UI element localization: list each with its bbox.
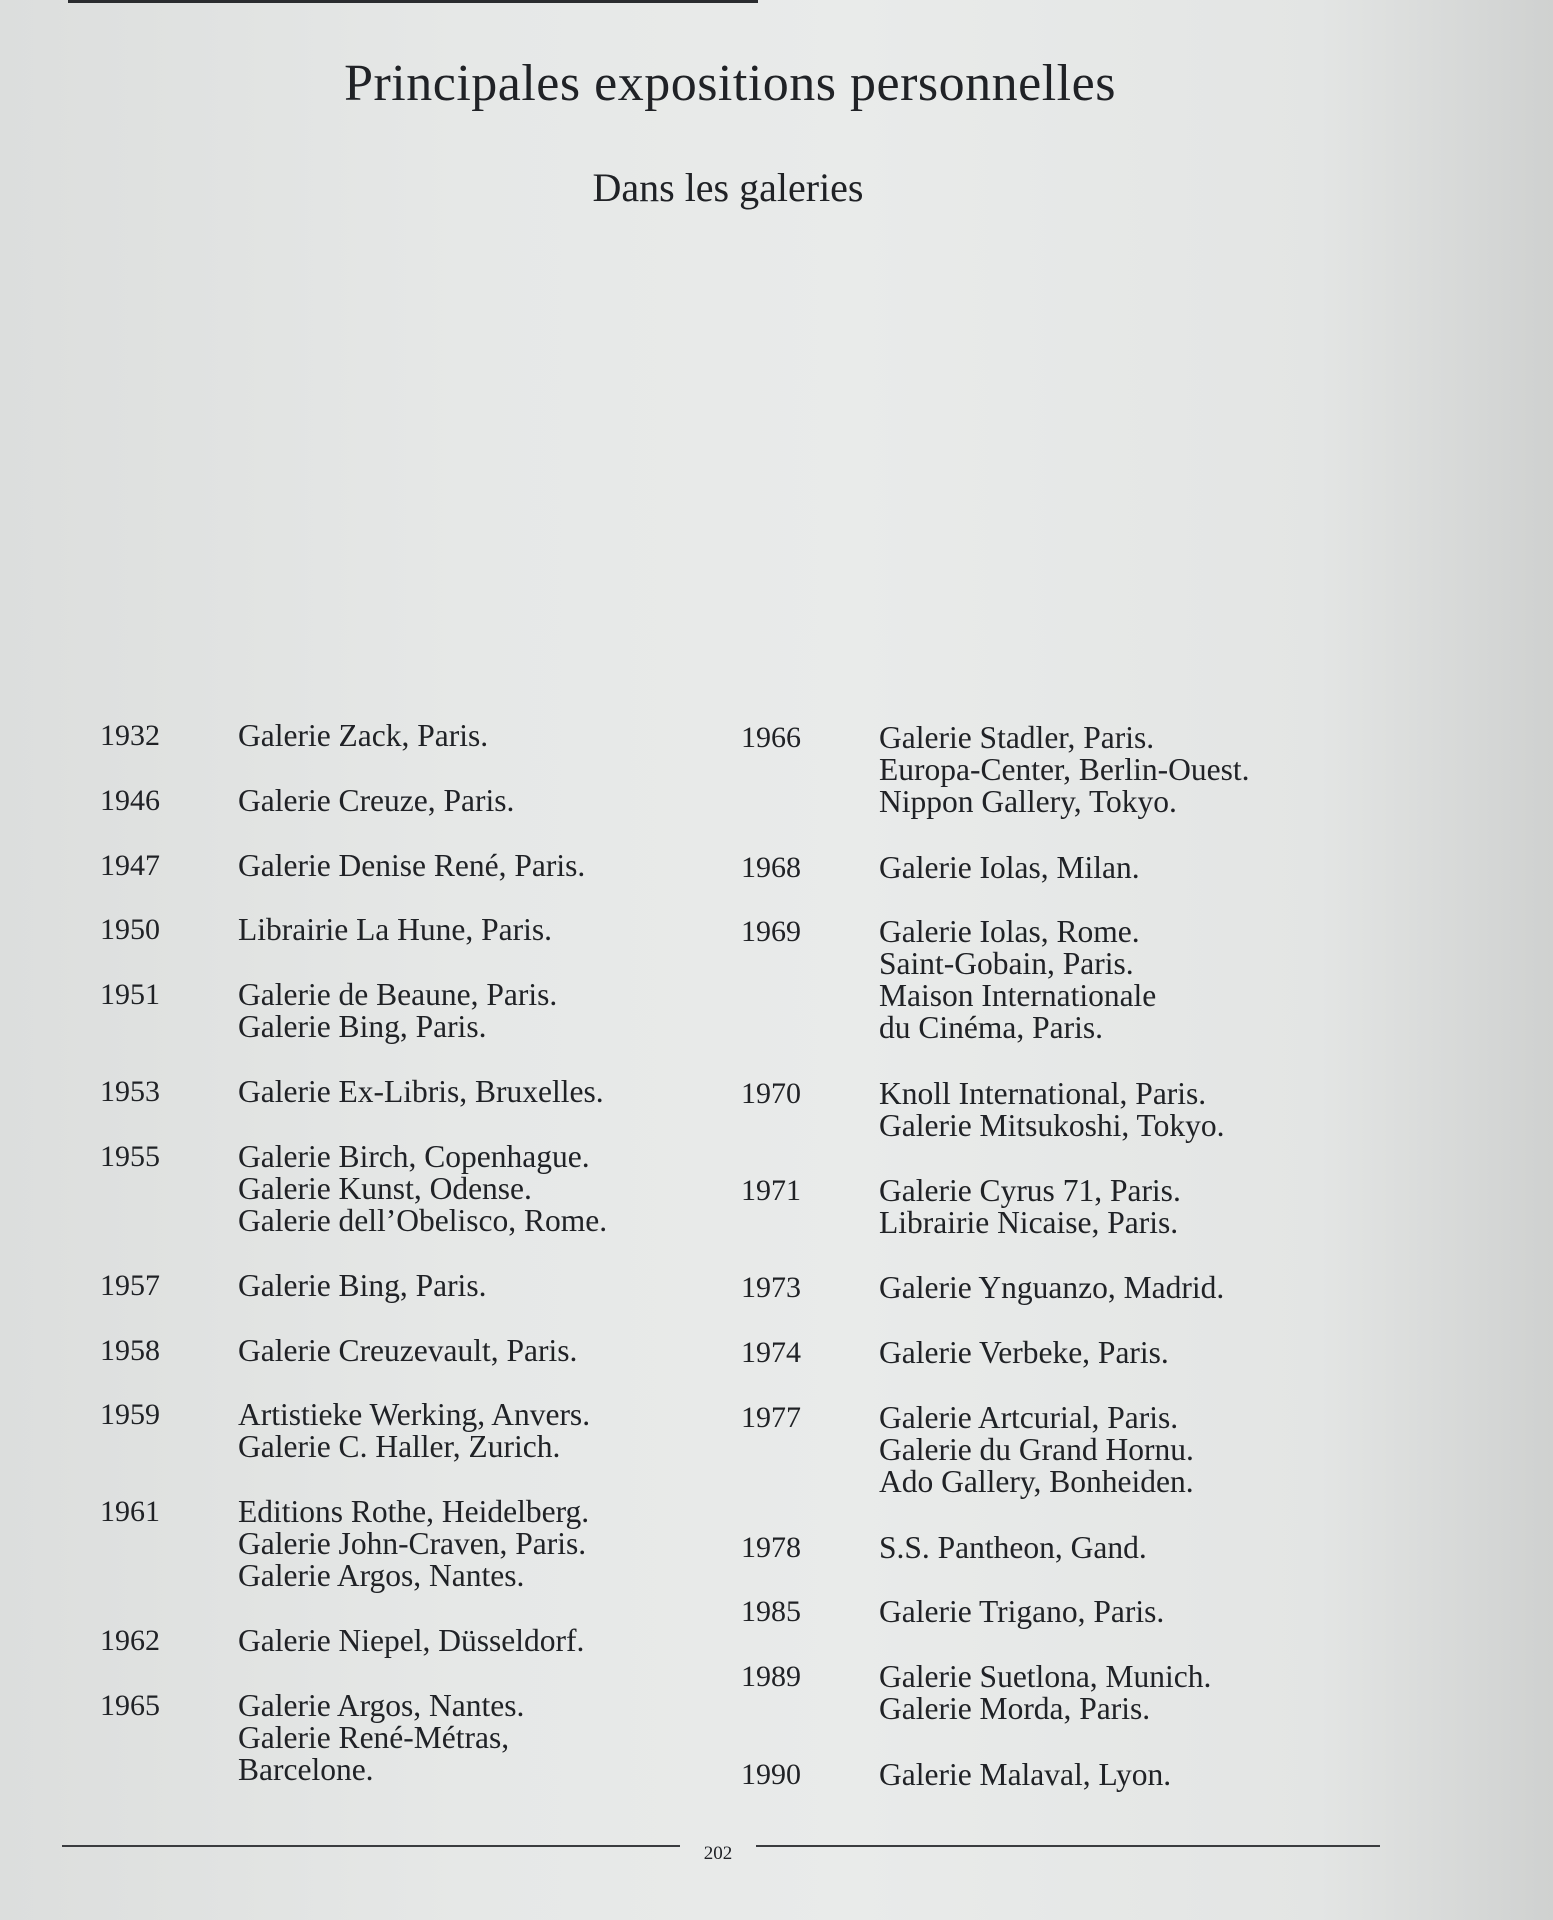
exhibition-venue-line: Knoll International, Paris. — [879, 1076, 1207, 1111]
exhibition-venues — [238, 1399, 590, 1463]
exhibition-venue-line: Galerie Morda, Paris. — [879, 1691, 1151, 1726]
right-column-entry — [741, 1532, 1147, 1564]
left-column-entry — [100, 1625, 584, 1657]
exhibition-venues — [238, 785, 514, 817]
exhibition-year: 1989 — [741, 1660, 801, 1693]
exhibition-venue-line: Librairie La Hune, Paris. — [238, 912, 553, 947]
left-column-entry — [100, 1496, 589, 1592]
exhibition-venue-line: du Cinéma, Paris. — [879, 1010, 1103, 1045]
exhibition-venue-line: Galerie Birch, Copenhague. — [238, 1139, 590, 1174]
section-subtitle: Dans les galeries — [592, 165, 864, 210]
exhibition-year: 1977 — [741, 1401, 801, 1434]
exhibition-venues — [238, 850, 585, 882]
exhibition-year: 1951 — [100, 978, 160, 1011]
exhibition-venue-line: Galerie Artcurial, Paris. — [879, 1400, 1179, 1435]
exhibition-venue-line: Galerie de Beaune, Paris. — [238, 977, 558, 1012]
exhibition-year: 1966 — [741, 721, 801, 754]
exhibition-venue-line: Galerie Stadler, Paris. — [879, 720, 1155, 755]
right-column-entry — [741, 1402, 1194, 1498]
exhibition-venue-line: Europa-Center, Berlin-Ouest. — [879, 752, 1250, 787]
exhibition-venue-line: Galerie Kunst, Odense. — [238, 1171, 532, 1206]
exhibition-venue-line: Galerie Trigano, Paris. — [879, 1594, 1165, 1629]
exhibition-year: 1953 — [100, 1075, 160, 1108]
exhibition-year: 1969 — [741, 915, 801, 948]
right-column-entry — [741, 1272, 1224, 1304]
exhibition-year: 1950 — [100, 913, 160, 946]
exhibition-venues — [879, 1661, 1211, 1725]
footer-rule-left — [62, 1845, 680, 1847]
exhibition-venue-line: Saint-Gobain, Paris. — [879, 946, 1134, 981]
exhibition-venues — [879, 722, 1250, 818]
exhibition-year: 1947 — [100, 849, 160, 882]
left-column-entry — [100, 1335, 577, 1367]
right-column-entry — [741, 1175, 1181, 1239]
exhibition-venue-line: Galerie du Grand Hornu. — [879, 1432, 1194, 1467]
exhibition-venue-line: Editions Rothe, Heidelberg. — [238, 1494, 590, 1529]
exhibition-venues — [238, 1496, 589, 1592]
exhibition-year: 1959 — [100, 1398, 160, 1431]
exhibition-venue-line: Galerie John-Craven, Paris. — [238, 1526, 587, 1561]
exhibition-year: 1990 — [741, 1758, 801, 1791]
exhibition-venues — [238, 1076, 604, 1108]
left-column-entry — [100, 1270, 486, 1302]
right-column-entry — [741, 916, 1156, 1044]
exhibition-venue-line: Ado Gallery, Bonheiden. — [879, 1464, 1194, 1499]
exhibition-venue-line: Galerie Denise René, Paris. — [238, 848, 586, 883]
exhibition-year: 1971 — [741, 1174, 801, 1207]
exhibition-venue-line: Galerie Bing, Paris. — [238, 1009, 487, 1044]
exhibition-year: 1973 — [741, 1271, 801, 1304]
page-number: 202 — [703, 1843, 733, 1864]
left-column-entry — [100, 1141, 607, 1237]
exhibition-year: 1962 — [100, 1624, 160, 1657]
left-column-entry — [100, 1076, 604, 1108]
left-column-entry — [100, 785, 514, 817]
exhibition-year: 1974 — [741, 1336, 801, 1369]
right-column-entry — [741, 852, 1140, 884]
page-title: Principales expositions personnelles — [344, 55, 1116, 112]
exhibition-venue-line: Galerie Malaval, Lyon. — [879, 1757, 1172, 1792]
left-column-entry — [100, 850, 585, 882]
exhibition-venues — [879, 916, 1156, 1044]
exhibition-venues — [879, 1078, 1224, 1142]
exhibition-year: 1965 — [100, 1689, 160, 1722]
exhibition-venues — [879, 1759, 1171, 1791]
exhibition-venue-line: Galerie Creuzevault, Paris. — [238, 1333, 578, 1368]
exhibition-venue-line: Galerie Argos, Nantes. — [238, 1688, 525, 1723]
exhibition-year: 1946 — [100, 784, 160, 817]
exhibition-venues — [238, 914, 552, 946]
exhibition-year: 1968 — [741, 851, 801, 884]
exhibition-venue-line: Galerie Ex-Libris, Bruxelles. — [238, 1074, 604, 1109]
right-column-entry — [741, 1337, 1169, 1369]
exhibition-venues — [238, 1690, 524, 1786]
right-column-entry — [741, 1078, 1224, 1142]
left-column-entry — [100, 1690, 524, 1786]
exhibition-year: 1932 — [100, 719, 160, 752]
exhibition-venue-line: Barcelone. — [238, 1752, 374, 1787]
exhibition-venue-line: Galerie Niepel, Düsseldorf. — [238, 1623, 585, 1658]
left-column-entry — [100, 1399, 590, 1463]
exhibition-year: 1957 — [100, 1269, 160, 1302]
exhibition-year: 1958 — [100, 1334, 160, 1367]
exhibition-venue-line: Galerie Mitsukoshi, Tokyo. — [879, 1108, 1225, 1143]
exhibition-venue-line: Galerie dell’Obelisco, Rome. — [238, 1203, 608, 1238]
right-column-entry — [741, 1596, 1164, 1628]
exhibition-venue-line: Galerie Argos, Nantes. — [238, 1558, 525, 1593]
exhibition-venue-line: Galerie Iolas, Milan. — [879, 850, 1140, 885]
exhibition-year: 1970 — [741, 1077, 801, 1110]
right-column-entry — [741, 722, 1250, 818]
exhibition-venue-line: Librairie Nicaise, Paris. — [879, 1205, 1179, 1240]
exhibition-venues — [238, 1270, 486, 1302]
exhibition-year: 1985 — [741, 1595, 801, 1628]
exhibition-venue-line: Maison Internationale — [879, 978, 1157, 1013]
exhibition-venue-line: S.S. Pantheon, Gand. — [879, 1530, 1147, 1565]
exhibition-venue-line: Galerie Bing, Paris. — [238, 1268, 487, 1303]
right-column-entry — [741, 1759, 1171, 1791]
exhibition-venues — [238, 979, 557, 1043]
right-column-entry — [741, 1661, 1211, 1725]
exhibition-year: 1961 — [100, 1495, 160, 1528]
exhibition-year: 1978 — [741, 1531, 801, 1564]
exhibition-venue-line: Galerie Cyrus 71, Paris. — [879, 1173, 1181, 1208]
exhibition-venue-line: Galerie Creuze, Paris. — [238, 783, 515, 818]
exhibition-venues — [879, 852, 1140, 884]
left-column-entry — [100, 720, 488, 752]
exhibition-venues — [879, 1337, 1169, 1369]
exhibition-venues — [238, 1625, 584, 1657]
exhibition-venue-line: Galerie Zack, Paris. — [238, 718, 489, 753]
exhibition-venue-line: Galerie Suetlona, Munich. — [879, 1659, 1212, 1694]
exhibition-venue-line: Galerie René-Métras, — [238, 1720, 510, 1755]
exhibition-venues — [879, 1175, 1181, 1239]
exhibition-venues — [879, 1402, 1194, 1498]
exhibition-venues — [238, 720, 488, 752]
exhibition-venues — [238, 1141, 607, 1237]
exhibition-venue-line: Galerie Iolas, Rome. — [879, 914, 1140, 949]
exhibition-year: 1955 — [100, 1140, 160, 1173]
top-rule — [68, 0, 758, 3]
exhibition-venues — [879, 1596, 1164, 1628]
exhibition-venue-line: Galerie Ynguanzo, Madrid. — [879, 1270, 1225, 1305]
exhibition-venues — [238, 1335, 577, 1367]
exhibition-venue-line: Nippon Gallery, Tokyo. — [879, 784, 1177, 819]
exhibition-venue-line: Galerie Verbeke, Paris. — [879, 1335, 1169, 1370]
left-column-entry — [100, 914, 552, 946]
exhibition-venues — [879, 1532, 1147, 1564]
left-column-entry — [100, 979, 557, 1043]
exhibition-venue-line: Galerie C. Haller, Zurich. — [238, 1429, 561, 1464]
footer-rule-right — [756, 1845, 1380, 1847]
exhibition-venues — [879, 1272, 1224, 1304]
exhibition-venue-line: Artistieke Werking, Anvers. — [238, 1397, 591, 1432]
